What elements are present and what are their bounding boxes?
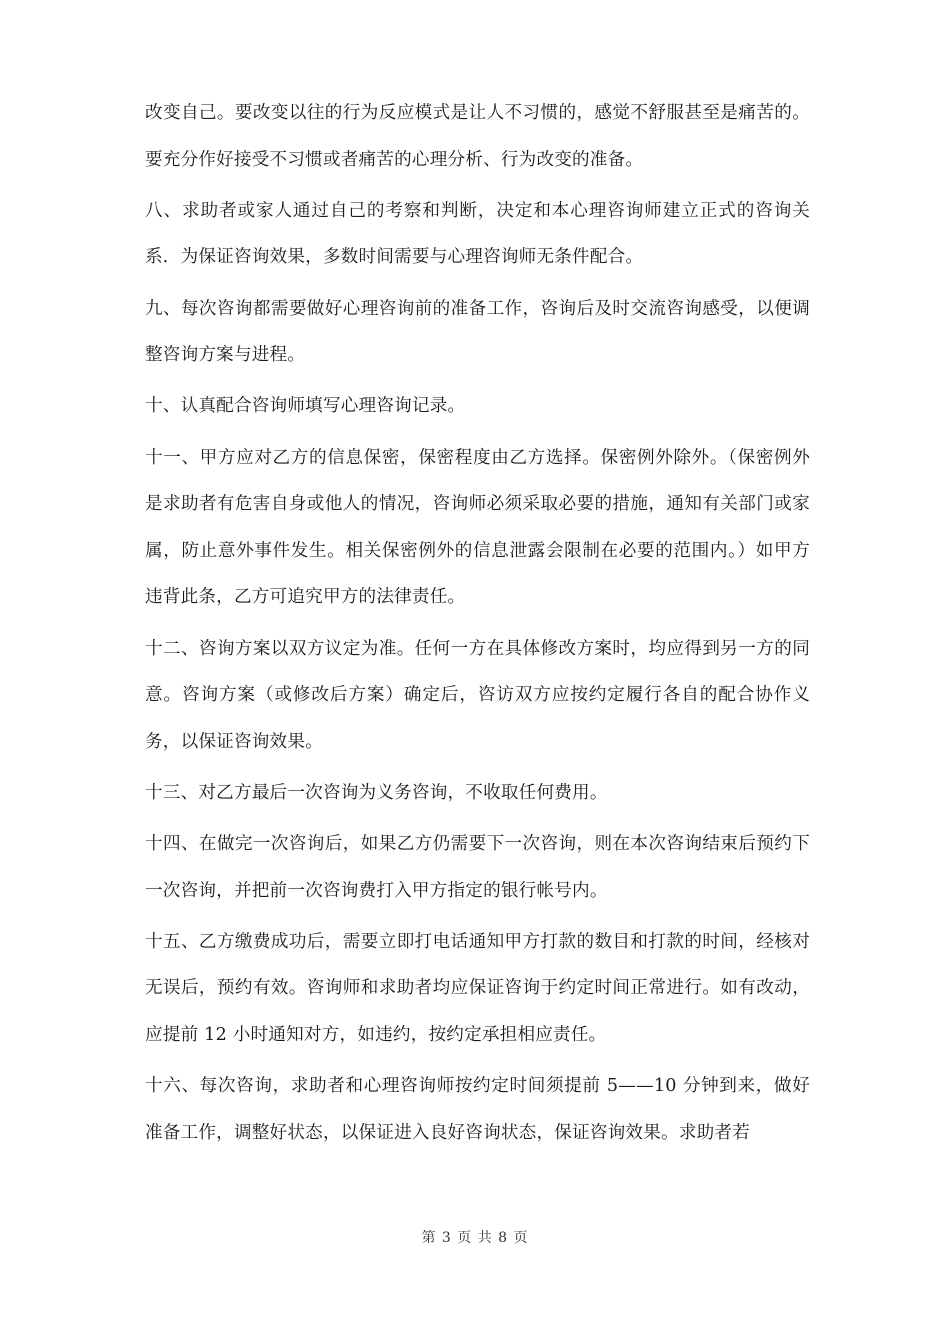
paragraph-clause-8: 八、求助者或家人通过自己的考察和判断，决定和本心理咨询师建立正式的咨询关系．为保证咨询效果，多数时间需要与心理咨询师无条件配合。	[145, 200, 810, 268]
paragraph-clause-15: 十五、乙方缴费成功后，需要立即打电话通知甲方打款的数目和打款的时间，经核对无误后，预约有效。咨询师和求助者均应保证咨询于约定时间正常进行。如有改动，应提前 12 小时通知对方，如违约，按约定承担相应责任。	[145, 931, 810, 1046]
paragraph-continuation: 改变自己。要改变以往的行为反应模式是让人不习惯的，感觉不舒服甚至是痛苦的。要充分作好接受不习惯或者痛苦的心理分析、行为改变的准备。	[145, 103, 810, 170]
paragraph-clause-9: 九、每次咨询都需要做好心理咨询前的准备工作，咨询后及时交流咨询感受，以便调整咨询方案与进程。	[145, 298, 810, 366]
page-number-footer: 第 3 页 共 8 页	[421, 1230, 529, 1246]
paragraph-clause-11: 十一、甲方应对乙方的信息保密，保密程度由乙方选择。保密例外除外。（保密例外是求助者有危害自身或他人的情况，咨询师必须采取必要的措施，通知有关部门或家属，防止意外事件发生。相关保密例外的信息泄露会限制在必要的范围内。）如甲方违背此条，乙方可追究甲方的法律责任。	[145, 447, 810, 608]
paragraph-clause-16: 十六、每次咨询，求助者和心理咨询师按约定时间须提前 5——10 分钟到来，做好准备工作，调整好状态，以保证进入良好咨询状态，保证咨询效果。求助者若	[145, 1076, 810, 1143]
paragraph-clause-10: 十、认真配合咨询师填写心理咨询记录。	[145, 396, 466, 417]
paragraph-clause-13: 十三、对乙方最后一次咨询为义务咨询，不收取任何费用。	[145, 782, 608, 803]
document-body	[145, 90, 810, 1161]
paragraph-clause-14: 十四、在做完一次咨询后，如果乙方仍需要下一次咨询，则在本次咨询结束后预约下一次咨询，并把前一次咨询费打入甲方指定的银行帐号内。	[145, 834, 810, 901]
paragraph-clause-12: 十二、咨询方案以双方议定为准。任何一方在具体修改方案时，均应得到另一方的同意。咨询方案（或修改后方案）确定后，咨访双方应按约定履行各自的配合协作义务，以保证咨询效果。	[145, 638, 810, 752]
